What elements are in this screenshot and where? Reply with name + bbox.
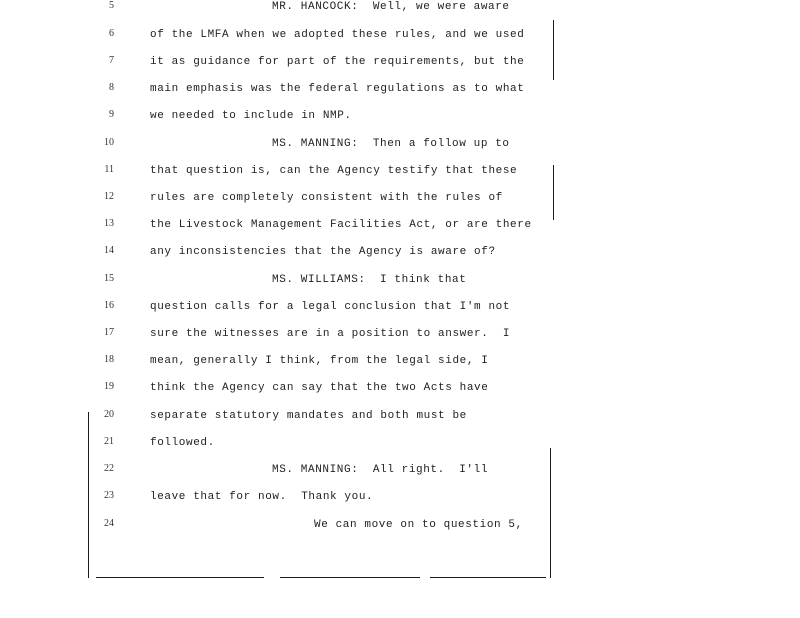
line-number: 12	[104, 191, 114, 202]
transcript-line: that question is, can the Agency testify that these	[150, 165, 518, 177]
transcript-line: MR. HANCOCK: Well, we were aware	[272, 1, 510, 13]
transcript-line: of the LMFA when we adopted these rules, and we used	[150, 29, 525, 41]
transcript-line: question calls for a legal conclusion that I'm not	[150, 301, 511, 313]
line-number: 13	[104, 218, 114, 229]
line-number: 10	[104, 137, 114, 148]
line-number: 20	[104, 409, 114, 420]
line-number: 8	[109, 82, 114, 93]
transcript-line: rules are completely consistent with the rules of	[150, 192, 503, 204]
line-number: 14	[104, 245, 114, 256]
line-number: 23	[104, 490, 114, 501]
transcript-line: the Livestock Management Facilities Act, or are there	[150, 219, 532, 231]
line-number: 22	[104, 463, 114, 474]
transcript-line: MS. MANNING: All right. I'll	[272, 464, 489, 476]
transcript-line: we needed to include in NMP.	[150, 110, 352, 122]
transcript-line: leave that for now. Thank you.	[150, 491, 374, 503]
bottom-rule	[96, 577, 264, 578]
transcript-line: MS. WILLIAMS: I think that	[272, 274, 467, 286]
bottom-rule	[430, 577, 546, 578]
transcript-line: any inconsistencies that the Agency is aware of?	[150, 246, 496, 258]
line-number: 21	[104, 436, 114, 447]
line-number: 6	[109, 28, 114, 39]
line-number: 17	[104, 327, 114, 338]
line-number: 7	[109, 55, 114, 66]
line-number: 19	[104, 381, 114, 392]
line-number: 11	[104, 164, 114, 175]
transcript-line: it as guidance for part of the requirements, but the	[150, 56, 525, 68]
transcript-line: We can move on to question 5,	[314, 519, 523, 531]
line-number: 9	[109, 109, 114, 120]
transcript-line: mean, generally I think, from the legal side, I	[150, 355, 489, 367]
line-number: 16	[104, 300, 114, 311]
transcript-line: think the Agency can say that the two Acts have	[150, 382, 489, 394]
right-margin-rule	[553, 20, 554, 80]
left-margin-rule	[88, 412, 89, 578]
transcript-line: followed.	[150, 437, 215, 449]
line-number: 24	[104, 518, 114, 529]
right-margin-rule	[553, 165, 554, 220]
line-number: 5	[109, 0, 114, 11]
bottom-rule	[280, 577, 420, 578]
transcript-line: main emphasis was the federal regulations as to what	[150, 83, 525, 95]
line-number: 15	[104, 273, 114, 284]
line-number: 18	[104, 354, 114, 365]
transcript-line: sure the witnesses are in a position to answer. I	[150, 328, 511, 340]
transcript-line: separate statutory mandates and both must be	[150, 410, 467, 422]
transcript-line: MS. MANNING: Then a follow up to	[272, 138, 510, 150]
